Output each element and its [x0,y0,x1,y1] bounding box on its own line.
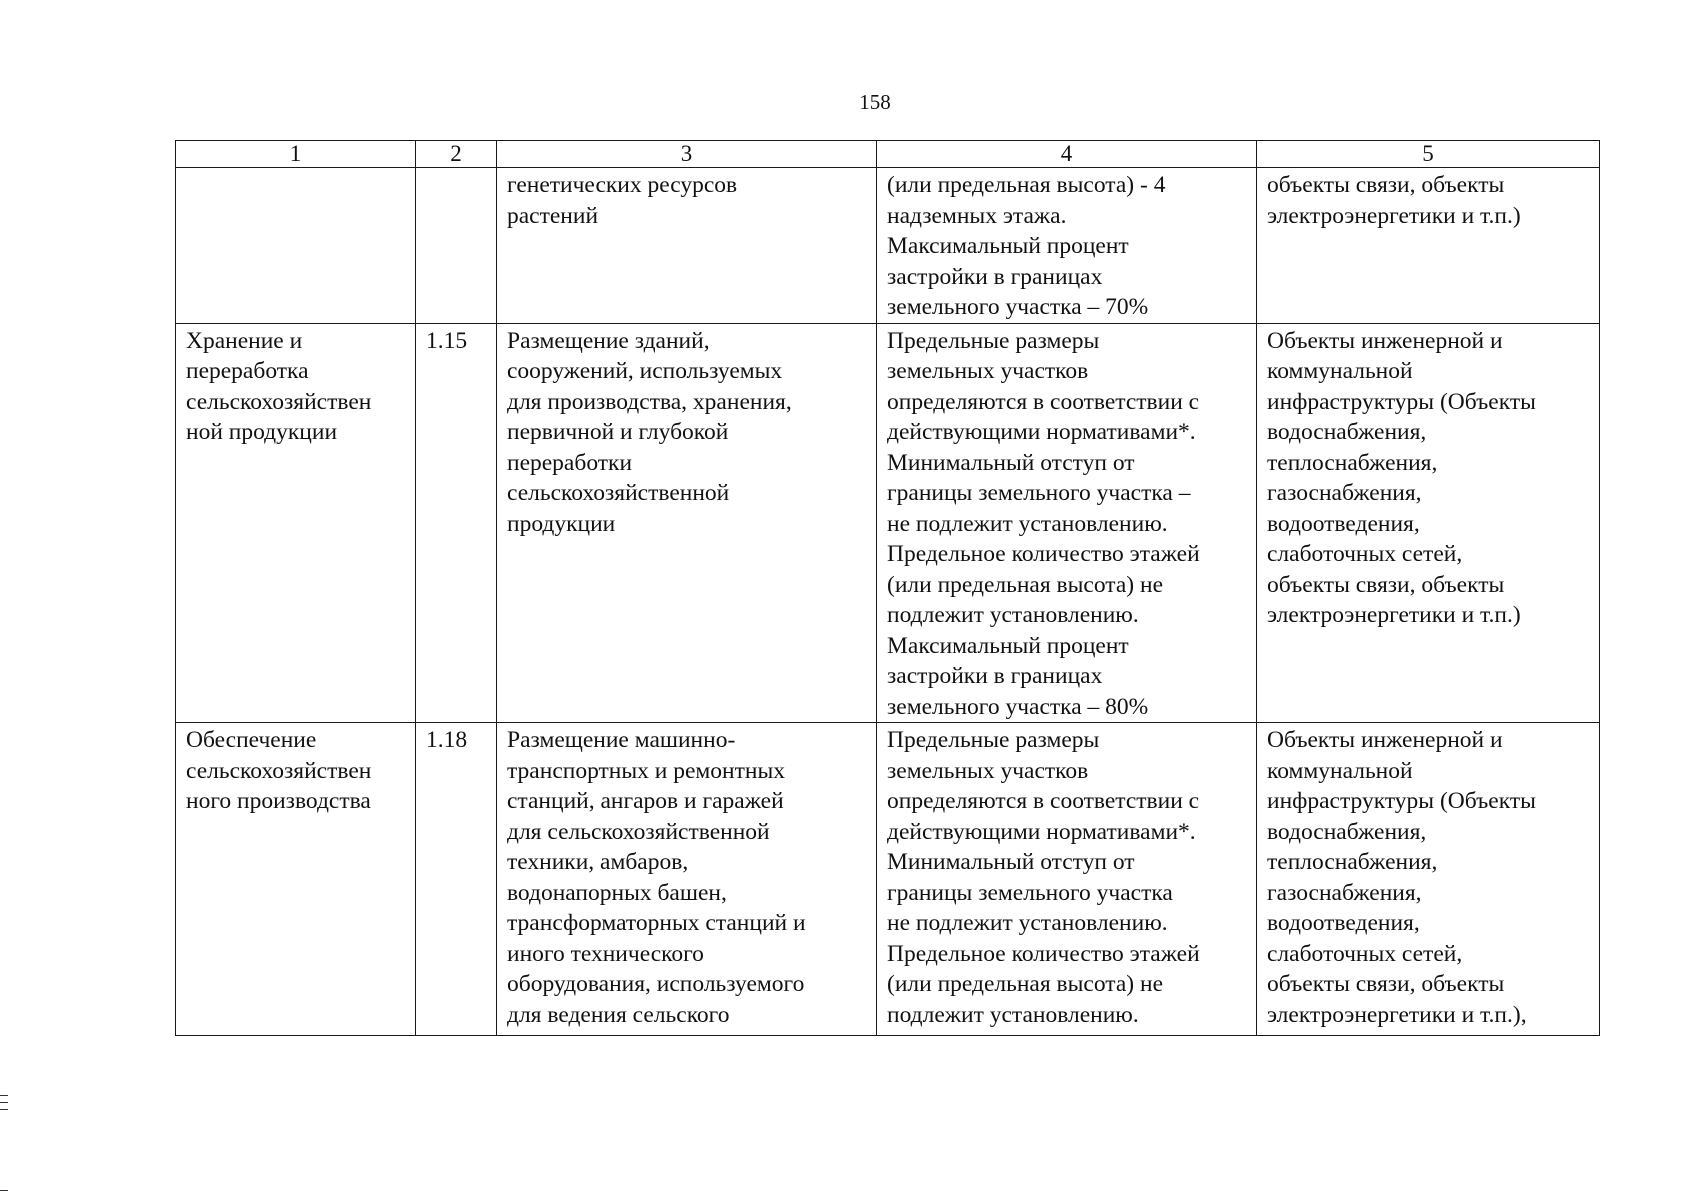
cell-text-line: для производства, хранения, [507,388,792,415]
cell-text-line: водоснабжения, [1267,419,1427,445]
cell-text-line: Предельное количество этажей [887,940,1200,967]
cell-text-line: определяются в соответствии с [887,788,1200,814]
table-header-row [176,141,1600,168]
cell-text-line: Объекты инженерной и [1267,327,1503,354]
cell-text-line: Обеспечение [186,727,317,753]
cell-text-line: сельскохозяйствен [186,757,372,784]
cell-text-line: Размещение машинно- [507,727,736,753]
parameters-cell [877,323,1257,723]
cell-text-line: электроэнергетики и т.п.) [1267,602,1521,628]
cell-text-line: не подлежит установлению. [887,510,1168,537]
use-code-cell [416,723,497,1036]
margin-mark [0,1109,8,1110]
cell-text-line: действующими нормативами*. [887,419,1196,445]
cell-text-line: первичной и глубокой [507,419,729,445]
cell-text-line: сельскохозяйственной [507,480,730,506]
header-cell-4: 4 [877,141,1257,168]
cell-text-line: электроэнергетики и т.п.), [1267,1001,1527,1028]
cell-text-line: Предельное количество этажей [887,541,1200,567]
cell-text-line: транспортных и ремонтных [507,757,785,784]
cell-text-line: для ведения сельского [507,1001,730,1028]
cell-text-line: границы земельного участка – [887,480,1191,506]
cell-text-line: земельного участка – 80% [887,693,1149,720]
table-row [176,168,1600,324]
use-name-cell [176,168,416,324]
use-name-cell [176,723,416,1036]
cell-text-line: водоотведения, [1267,510,1420,537]
cell-text-line: Минимальный отступ от [887,449,1135,476]
use-description-cell [497,323,877,723]
cell-text-line: водоотведения, [1267,910,1420,936]
cell-text-line: растений [507,202,599,229]
cell-text-line: инфраструктуры (Объекты [1267,388,1536,415]
cell-text-line: застройки в границах [887,263,1103,290]
cell-text-line: иного технического [507,940,704,967]
header-cell-5: 5 [1257,141,1600,168]
cell-text-line: продукции [507,510,616,537]
cell-text-line: подлежит установлению. [887,602,1139,628]
cell-text-line: (или предельная высота) не [887,571,1163,598]
cell-text-line: ного производства [186,788,371,814]
cell-text-line: слаботочных сетей, [1267,541,1463,567]
cell-text-line: водоснабжения, [1267,818,1427,845]
cell-text-line: действующими нормативами*. [887,818,1196,845]
cell-text-line: трансформаторных станций и [507,910,806,936]
cell-text-line: земельных участков [887,757,1089,784]
cell-text-line: коммунальной [1267,757,1413,784]
cell-text-line: (или предельная высота) - 4 [887,172,1166,198]
objects-cell [1257,323,1600,723]
cell-text-line: сельскохозяйствен [186,388,372,415]
cell-text-line: теплоснабжения, [1267,449,1438,476]
cell-text-line: Объекты инженерной и [1267,727,1503,753]
use-code-cell [416,168,497,324]
cell-text-line: водонапорных башен, [507,879,727,906]
cell-text-line: Максимальный процент [887,233,1129,259]
cell-text-line: Размещение зданий, [507,327,710,354]
cell-text-line: объекты связи, объекты [1267,172,1505,198]
page-number: 158 [859,90,891,114]
cell-text-line: не подлежит установлению. [887,910,1168,936]
cell-text-line: станций, ангаров и гаражей [507,788,784,814]
margin-mark [0,1190,8,1191]
cell-text-line: Предельные размеры [887,727,1100,753]
header-cell-1: 1 [176,141,416,168]
cell-text-line: газоснабжения, [1267,879,1422,906]
parameters-cell [877,168,1257,324]
cell-text-line: Предельные размеры [887,327,1100,354]
cell-text-line: (или предельная высота) не [887,971,1163,997]
cell-text-line: определяются в соответствии с [887,388,1200,415]
cell-text-line: подлежит установлению. [887,1001,1139,1028]
cell-text-line: переработка [186,358,309,384]
cell-text-line: теплоснабжения, [1267,849,1438,875]
cell-text-line: застройки в границах [887,663,1103,689]
margin-mark [0,1102,8,1103]
cell-text-line: сооружений, используемых [507,358,783,384]
cell-text-line: Максимальный процент [887,632,1129,659]
table-row [176,323,1600,723]
cell-text-line: Минимальный отступ от [887,849,1135,875]
cell-text-line: газоснабжения, [1267,480,1422,506]
cell-text-line: Хранение и [186,327,303,354]
cell-text-line: слаботочных сетей, [1267,940,1463,967]
cell-text-line: объекты связи, объекты [1267,571,1505,598]
cell-text-line: земельного участка – 70% [887,294,1149,320]
table-row [176,723,1600,1036]
cell-text-line: электроэнергетики и т.п.) [1267,202,1521,229]
use-code: 1.18 [426,727,468,753]
cell-text-line: объекты связи, объекты [1267,971,1505,997]
cell-text-line: коммунальной [1267,358,1413,384]
cell-text-line: ной продукции [186,419,338,445]
cell-text-line: техники, амбаров, [507,849,689,875]
use-code: 1.15 [426,327,468,354]
objects-cell [1257,723,1600,1036]
use-description-cell [497,723,877,1036]
cell-text-line: земельных участков [887,358,1089,384]
cell-text-line: генетических ресурсов [507,172,738,198]
use-name-cell [176,323,416,723]
cell-text-line: надземных этажа. [887,202,1067,229]
zoning-table [175,140,1600,1036]
use-description-cell [497,168,877,324]
cell-text-line: оборудования, используемого [507,971,805,997]
use-code-cell [416,323,497,723]
cell-text-line: границы земельного участка [887,879,1173,906]
cell-text-line: переработки [507,449,633,476]
cell-text-line: инфраструктуры (Объекты [1267,788,1536,814]
objects-cell [1257,168,1600,324]
header-cell-2: 2 [416,141,497,168]
header-cell-3: 3 [497,141,877,168]
margin-mark [0,1095,8,1096]
cell-text-line: для сельскохозяйственной [507,818,770,845]
parameters-cell [877,723,1257,1036]
